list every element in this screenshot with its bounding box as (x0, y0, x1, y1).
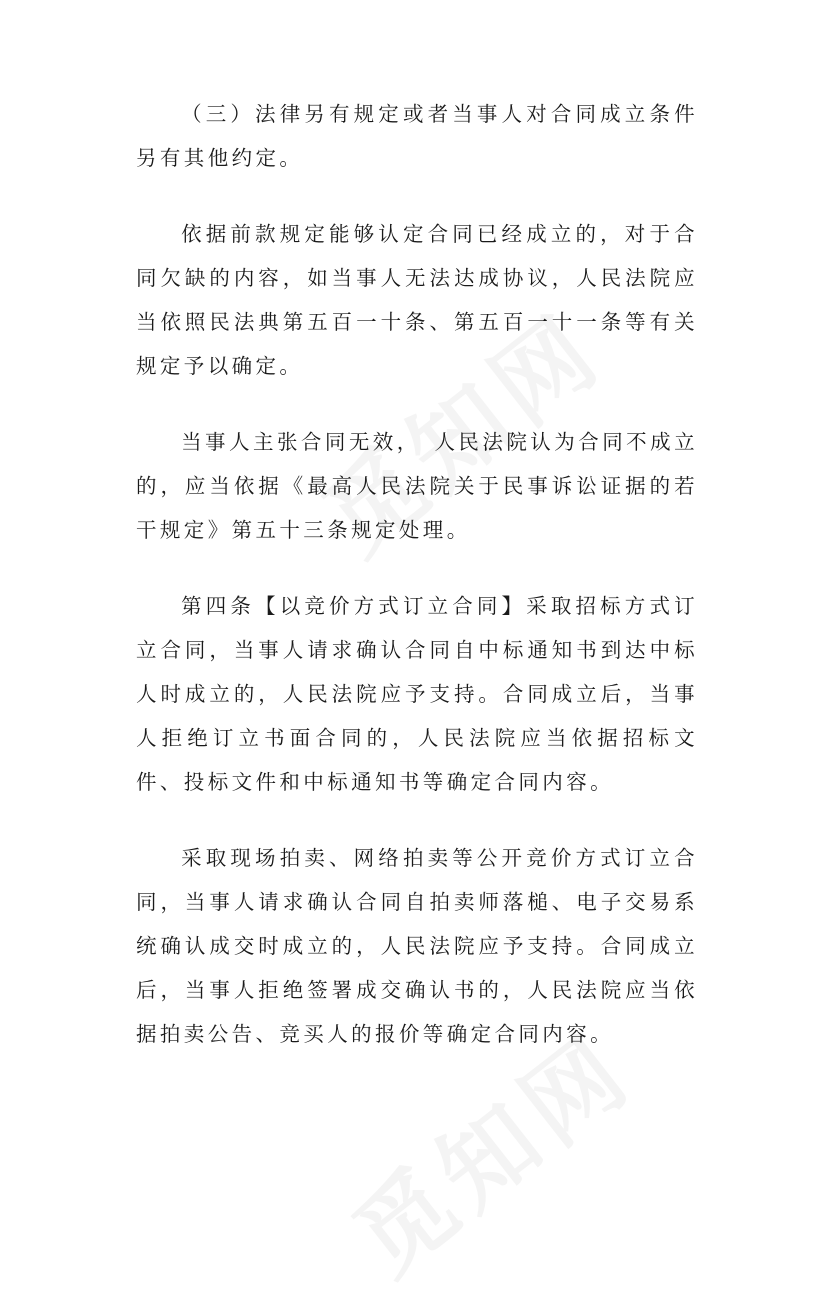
paragraph-clause-three: （三）法律另有规定或者当事人对合同成立条件另有其他约定。 (136, 102, 698, 170)
paragraph-missing-content: 依据前款规定能够认定合同已经成立的，对于合同欠缺的内容，如当事人无法达成协议，人民法院应当依照民法典第五百一十条、第五百一十一条等有关规定予以确定。 (136, 222, 698, 378)
paragraph-auction: 采取现场拍卖、网络拍卖等公开竞价方式订立合同，当事人请求确认合同自拍卖师落槌、电子交易系统确认成交时成立的，人民法院应予支持。合同成立后，当事人拒绝签署成交确认书的，人民法院应当依据拍卖公告、竞买人的报价等确定合同内容。 (136, 846, 698, 1046)
document-body (136, 92, 698, 1088)
paragraph-invalid-claim: 当事人主张合同无效， 人民法院认为合同不成立的，应当依据《最高人民法院关于民事诉讼证据的若干规定》第五十三条规定处理。 (136, 430, 698, 542)
paragraph-article-four: 第四条【以竞价方式订立合同】采取招标方式订立合同，当事人请求确认合同自中标通知书到达中标人时成立的，人民法院应予支持。合同成立后，当事人拒绝订立书面合同的，人民法院应当依据招标文件、投标文件和中标通知书等确定合同内容。 (136, 594, 698, 794)
